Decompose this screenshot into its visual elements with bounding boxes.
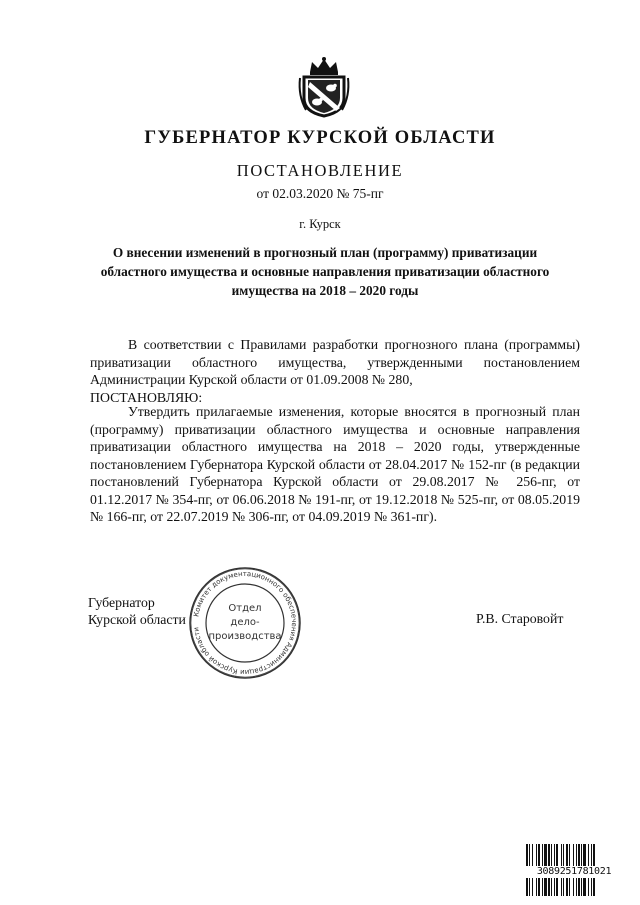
coat-of-arms-icon bbox=[296, 56, 352, 118]
stamp-outer-text: Комитет документационного обеспечения Администрации Курской области bbox=[192, 569, 299, 677]
document-city: г. Курск bbox=[299, 217, 341, 231]
stamp-inner-line-3: производства bbox=[208, 631, 282, 642]
signatory-name: Р.В. Старовойт bbox=[476, 611, 564, 626]
signatory-position bbox=[88, 594, 186, 628]
governor-title: ГУБЕРНАТОР КУРСКОЙ ОБЛАСТИ bbox=[144, 128, 496, 148]
signatory-position-line-2: Курской области bbox=[88, 612, 186, 627]
paragraph-1-text: В соответствии с Правилами разработки прогнозного плана (программы) приватизации областного имущества, утвержденными постановлением Администрации Курской области от 01.09.2008 № 280, bbox=[90, 337, 580, 387]
resolves-heading: ПОСТАНОВЛЯЮ: bbox=[90, 389, 203, 405]
document-date-number: от 02.03.2020 № 75-пг bbox=[256, 186, 384, 201]
barcode-number: 3089251781021 bbox=[525, 866, 623, 878]
document-subject: О внесении изменений в прогнозный план (программу) приватизации областного имущества и основные направления приватизации областного имущества на 2018 – 2020 годы bbox=[100, 245, 550, 298]
document-type: ПОСТАНОВЛЕНИЕ bbox=[236, 161, 404, 180]
official-stamp bbox=[187, 565, 303, 681]
signatory-position-line-1: Губернатор bbox=[88, 595, 155, 610]
stamp-inner-line-1: Отдел bbox=[228, 603, 262, 614]
body-paragraph-2: Утвердить прилагаемые изменения, которые вносятся в прогнозный план (программу) приватизации областного имущества и основные направления приватизации областного имущества на 2018 – 2020 годы, утвержденные постановлением Губернатора Курской области от 28.04.2017 № 152-пг (в редакции постановлений Губернатора Курской области от 29.08.2017 № 256-пг, от 01.12.2017 № 354-пг, от 06.06.2018 № 191-пг, от 19.12.2018 № 525-пг, от 08.05.2019 № 166-пг, от 22.07.2019 № 306-пг, от 04.09.2019 № 361-пг). bbox=[90, 404, 580, 524]
stamp-inner-line-2: дело- bbox=[230, 617, 260, 628]
body-paragraph-1 bbox=[90, 336, 580, 406]
